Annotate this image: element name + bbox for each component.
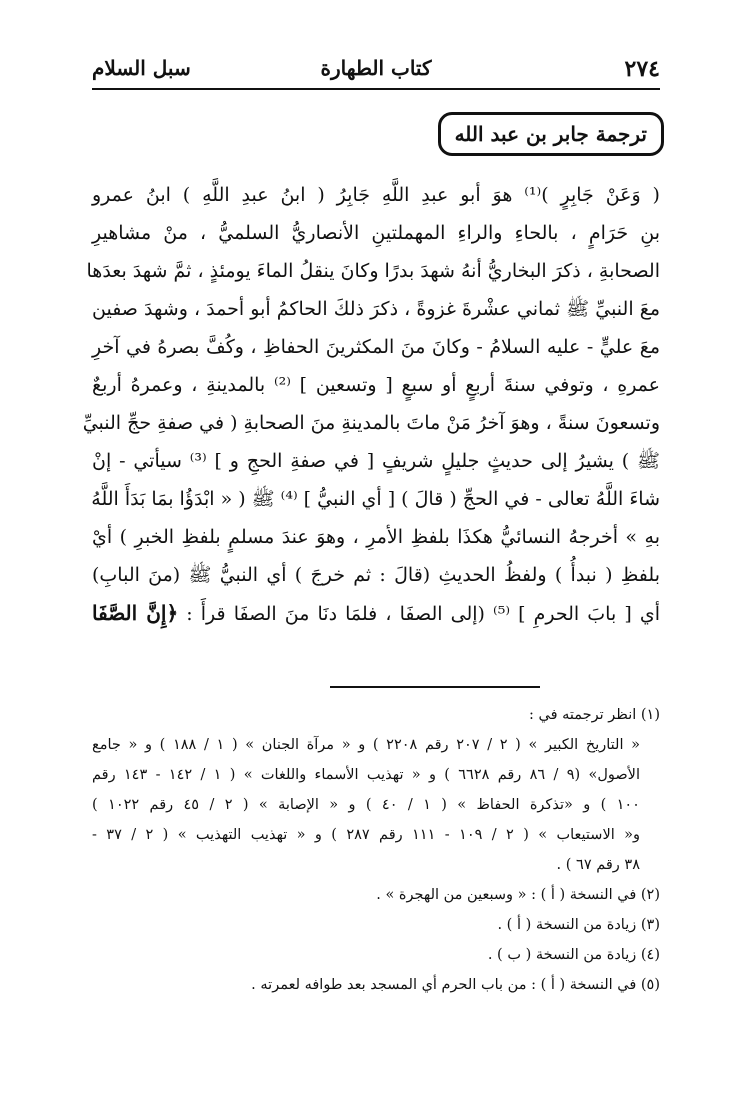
footnotes xyxy=(92,700,660,1000)
quran-quote: ﴿إِنَّ الصَّفَا xyxy=(92,601,179,625)
footnote-1-line: ١٠٠ ) و «تذكرة الحفاظ » ( ١ / ٤٠ ) و « الإصابة » ( ٢ / ٤٥ رقم ١٠٢٢ ) xyxy=(92,797,640,813)
body-line: معَ النبيِّ ﷺ ثماني عشْرةَ غزوةً ، ذكرَ ذلكَ الحاكمُ أبو أحمدَ ، وشهدَ صفين xyxy=(92,298,660,320)
section-title: ترجمة جابر بن عبد الله xyxy=(454,122,647,146)
body-line: ﷺ ) يشيرُ إلى حديثٍ جليلٍ شريفٍ [ في صفةِ الحجِ و ] ⁽³⁾ سيأتي - إنْ xyxy=(92,450,660,472)
footnote-3: (٣) زيادة من النسخة ( أ ) . xyxy=(497,917,660,933)
body-line: ( وَعَنْ جَابِرٍ )⁽¹⁾ هوَ أبو عبدِ اللَّهِ جَابِرُ ( ابنُ عبدِ اللَّهِ ) ابنُ عمرو xyxy=(92,184,660,206)
body-line: شاءَ اللَّهُ تعالى - في الحجِّ ( قالَ ) [ أي النبيُّ ] ⁽⁴⁾ ﷺ ( « ابْدَؤُا بمَا بَدَأَ اللَّهُ xyxy=(91,488,660,510)
body-line-text: أي [ بابَ الحرمِ ] ⁽⁵⁾ (إلى الصفَا ، فلمَا دنَا منَ الصفَا قرأَ : xyxy=(186,603,660,625)
footnote-separator xyxy=(330,686,540,688)
body-line: وتسعونَ سنةً ، وهوَ آخرُ مَنْ ماتَ بالمدينةِ منَ الصحابةِ ( في صفةِ حجِّ النبيِّ xyxy=(82,412,660,434)
page-number: ٢٧٤ xyxy=(624,56,660,82)
footnote-1-line: و« الاستيعاب » ( ٢ / ١٠٩ - ١١١ رقم ٢٨٧ ) و « تهذيب التهذيب » ( ٢ / ٣٧ - xyxy=(92,827,640,843)
book-title: كتاب الطهارة xyxy=(320,56,432,80)
footnote-5: (٥) في النسخة ( أ ) : من باب الحرم أي المسجد بعد طوافه لعمرته . xyxy=(251,977,660,993)
footnote-1-line: ٣٨ رقم ٦٧ ) . xyxy=(556,857,640,873)
footnote-1-line: « التاريخ الكبير » ( ٢ / ٢٠٧ رقم ٢٢٠٨ ) و « مرآة الجنان » ( ١ / ١٨٨ ) و « جامع xyxy=(92,737,640,753)
footnote-1-line: الأصول» (٩ / ٨٦ رقم ٦٦٢٨ ) و « تهذيب الأسماء واللغات » ( ١ / ١٤٢ - ١٤٣ رقم xyxy=(92,767,640,783)
header-rule xyxy=(92,88,660,90)
body-line: بهِ » أخرجهُ النسائيُّ هكذَا بلفظِ الأمرِ ، وهوَ عندَ مسلمٍ بلفظِ الخبرِ ) أيْ xyxy=(92,526,660,548)
running-header xyxy=(92,50,660,90)
footnote-2: (٢) في النسخة ( أ ) : « وسبعين من الهجرة » . xyxy=(376,887,660,903)
body-line: الصحابةِ ، ذكرَ البخاريُّ أنهُ شهدَ بدرًا وكانَ ينقلُ الماءَ يومئذٍ ، ثمَّ شهدَ بعدَها xyxy=(86,260,660,282)
body-line-last xyxy=(92,594,660,632)
footnote-4: (٤) زيادة من النسخة ( ب ) . xyxy=(487,947,660,963)
body-line: بلفظِ ( نبدأُ ) ولفظُ الحديثِ (قالَ : ثم خرجَ ) أي النبيُّ ﷺ (منَ البابِ) xyxy=(92,564,660,586)
footnote-1-intro: (١) انظر ترجمته في : xyxy=(529,707,660,723)
section-title-box xyxy=(438,112,664,156)
body-line: معَ عليٍّ - عليه السلامُ - وكانَ منَ المكثرينَ الحفاظِ ، وكُفَّ بصرهُ في آخرِ xyxy=(92,336,660,358)
body-line: عمرهِ ، وتوفي سنةَ أربعٍ أو سبعٍ [ وتسعين ] ⁽²⁾ بالمدينةِ ، وعمرهُ أربعٌ xyxy=(92,374,661,396)
body-line: بنِ حَرَامٍ ، بالحاءِ والراءِ المهملتينِ الأنصاريُّ السلميُّ ، منْ مشاهيرِ xyxy=(92,222,660,244)
series-title: سبل السلام xyxy=(92,56,191,80)
main-text xyxy=(82,176,661,632)
